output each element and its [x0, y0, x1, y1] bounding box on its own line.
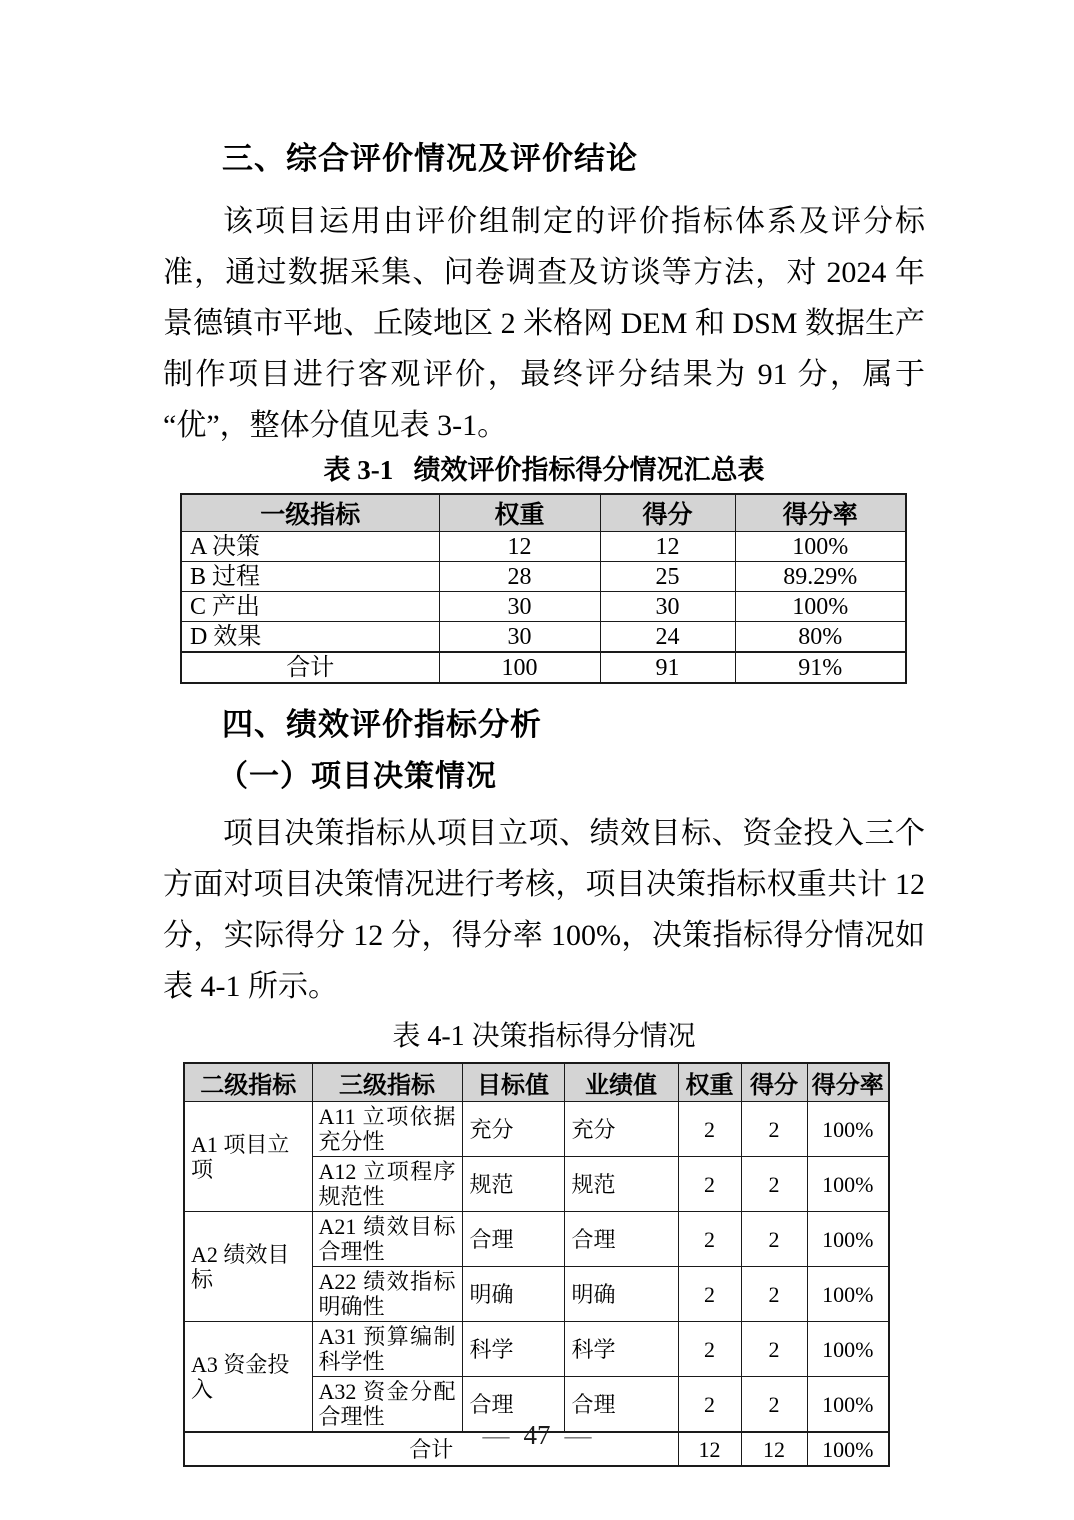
- section4-heading: 四、绩效评价指标分析: [222, 707, 542, 742]
- column-header-score: 得分: [741, 1063, 807, 1102]
- weight-cell: 12: [439, 532, 600, 562]
- actual-cell: 科学: [564, 1322, 678, 1377]
- table4-1-header-row: [184, 1063, 889, 1102]
- actual-cell: 规范: [564, 1157, 678, 1212]
- column-header-level3-indicator: 三级指标: [312, 1063, 462, 1102]
- actual-cell: 充分: [564, 1102, 678, 1157]
- column-header-weight: 权重: [678, 1063, 741, 1102]
- level3-cell: A11 立项依据充分性: [312, 1102, 462, 1157]
- score-cell: 2: [741, 1267, 807, 1322]
- table-row: [184, 1322, 889, 1377]
- page-content: [163, 0, 925, 1467]
- rate-cell: 100%: [807, 1377, 889, 1433]
- section4-subheading: （一）项目决策情况: [218, 760, 497, 793]
- target-cell: 规范: [462, 1157, 564, 1212]
- rate-cell: 100%: [807, 1157, 889, 1212]
- table-row: [181, 532, 906, 562]
- page-footer: [0, 1420, 1074, 1451]
- table3-1-header-row: [181, 494, 906, 532]
- total-weight-cell: 12: [678, 1432, 741, 1466]
- level3-cell: A22 绩效指标明确性: [312, 1267, 462, 1322]
- level2-cell: A2 绩效目标: [184, 1212, 312, 1322]
- target-cell: 合理: [462, 1212, 564, 1267]
- page-number: 47: [523, 1420, 551, 1450]
- footer-left-dash: —: [482, 1420, 510, 1450]
- table3-1: [180, 493, 907, 684]
- score-cell: 2: [741, 1212, 807, 1267]
- target-cell: 明确: [462, 1267, 564, 1322]
- section4-paragraph: 项目决策指标从项目立项、绩效目标、资金投入三个方面对项目决策情况进行考核，项目决策指标权重共计 12 分，实际得分 12 分，得分率 100%，决策指标得分情况如表 4-1 所示。: [163, 817, 925, 1003]
- table3-1-caption: 表 3-1 绩效评价指标得分情况汇总表: [323, 455, 765, 485]
- target-cell: 充分: [462, 1102, 564, 1157]
- score-cell: 2: [741, 1102, 807, 1157]
- table-row: [181, 622, 906, 653]
- indicator-cell: A 决策: [181, 532, 439, 562]
- score-cell: 25: [600, 562, 735, 592]
- column-header-target-value: 目标值: [462, 1063, 564, 1102]
- total-weight-cell: 100: [439, 652, 600, 683]
- total-score-cell: 91: [600, 652, 735, 683]
- level3-cell: A12 立项程序规范性: [312, 1157, 462, 1212]
- indicator-cell: D 效果: [181, 622, 439, 653]
- column-header-score-rate: 得分率: [735, 494, 906, 532]
- rate-cell: 100%: [807, 1212, 889, 1267]
- score-cell: 2: [741, 1157, 807, 1212]
- column-header-actual-value: 业绩值: [564, 1063, 678, 1102]
- indicator-cell: B 过程: [181, 562, 439, 592]
- column-header-score-rate: 得分率: [807, 1063, 889, 1102]
- weight-cell: 2: [678, 1102, 741, 1157]
- level3-cell: A21 绩效目标合理性: [312, 1212, 462, 1267]
- level2-cell: A3 资金投入: [184, 1322, 312, 1433]
- column-header-level1-indicator: 一级指标: [181, 494, 439, 532]
- score-cell: 2: [741, 1377, 807, 1433]
- level3-cell: A31 预算编制科学性: [312, 1322, 462, 1377]
- level3-cell: A32 资金分配合理性: [312, 1377, 462, 1433]
- rate-cell: 100%: [735, 532, 906, 562]
- weight-cell: 2: [678, 1377, 741, 1433]
- weight-cell: 2: [678, 1322, 741, 1377]
- score-cell: 12: [600, 532, 735, 562]
- score-cell: 30: [600, 592, 735, 622]
- column-header-level2-indicator: 二级指标: [184, 1063, 312, 1102]
- indicator-cell: C 产出: [181, 592, 439, 622]
- weight-cell: 2: [678, 1157, 741, 1212]
- table-total-row: [181, 652, 906, 683]
- weight-cell: 2: [678, 1267, 741, 1322]
- total-label-cell: 合计: [184, 1432, 678, 1466]
- table-row: [181, 562, 906, 592]
- actual-cell: 合理: [564, 1212, 678, 1267]
- section3-paragraph: 该项目运用由评价组制定的评价指标体系及评分标准，通过数据采集、问卷调查及访谈等方法，对 2024 年景德镇市平地、丘陵地区 2 米格网 DEM 和 DSM 数据生产制作项目进行客观评价，最终评分结果为 91 分，属于“优”，整体分值见表 3-1。: [163, 205, 925, 442]
- rate-cell: 89.29%: [735, 562, 906, 592]
- column-header-weight: 权重: [439, 494, 600, 532]
- score-cell: 24: [600, 622, 735, 653]
- total-rate-cell: 100%: [807, 1432, 889, 1466]
- total-label-cell: 合计: [181, 652, 439, 683]
- level2-cell: A1 项目立项: [184, 1102, 312, 1212]
- rate-cell: 100%: [807, 1102, 889, 1157]
- actual-cell: 合理: [564, 1377, 678, 1433]
- footer-right-dash: —: [564, 1420, 592, 1450]
- total-score-cell: 12: [741, 1432, 807, 1466]
- table4-1: [183, 1062, 890, 1467]
- section3-heading: 三、综合评价情况及评价结论: [222, 141, 638, 176]
- score-cell: 2: [741, 1322, 807, 1377]
- table-row: [181, 592, 906, 622]
- target-cell: 合理: [462, 1377, 564, 1433]
- weight-cell: 2: [678, 1212, 741, 1267]
- actual-cell: 明确: [564, 1267, 678, 1322]
- rate-cell: 80%: [735, 622, 906, 653]
- table4-1-caption: 表 4-1 决策指标得分情况: [392, 1021, 696, 1052]
- table-row: [184, 1212, 889, 1267]
- rate-cell: 100%: [735, 592, 906, 622]
- target-cell: 科学: [462, 1322, 564, 1377]
- total-rate-cell: 91%: [735, 652, 906, 683]
- table-row: [184, 1102, 889, 1157]
- rate-cell: 100%: [807, 1322, 889, 1377]
- weight-cell: 28: [439, 562, 600, 592]
- weight-cell: 30: [439, 622, 600, 653]
- column-header-score: 得分: [600, 494, 735, 532]
- weight-cell: 30: [439, 592, 600, 622]
- rate-cell: 100%: [807, 1267, 889, 1322]
